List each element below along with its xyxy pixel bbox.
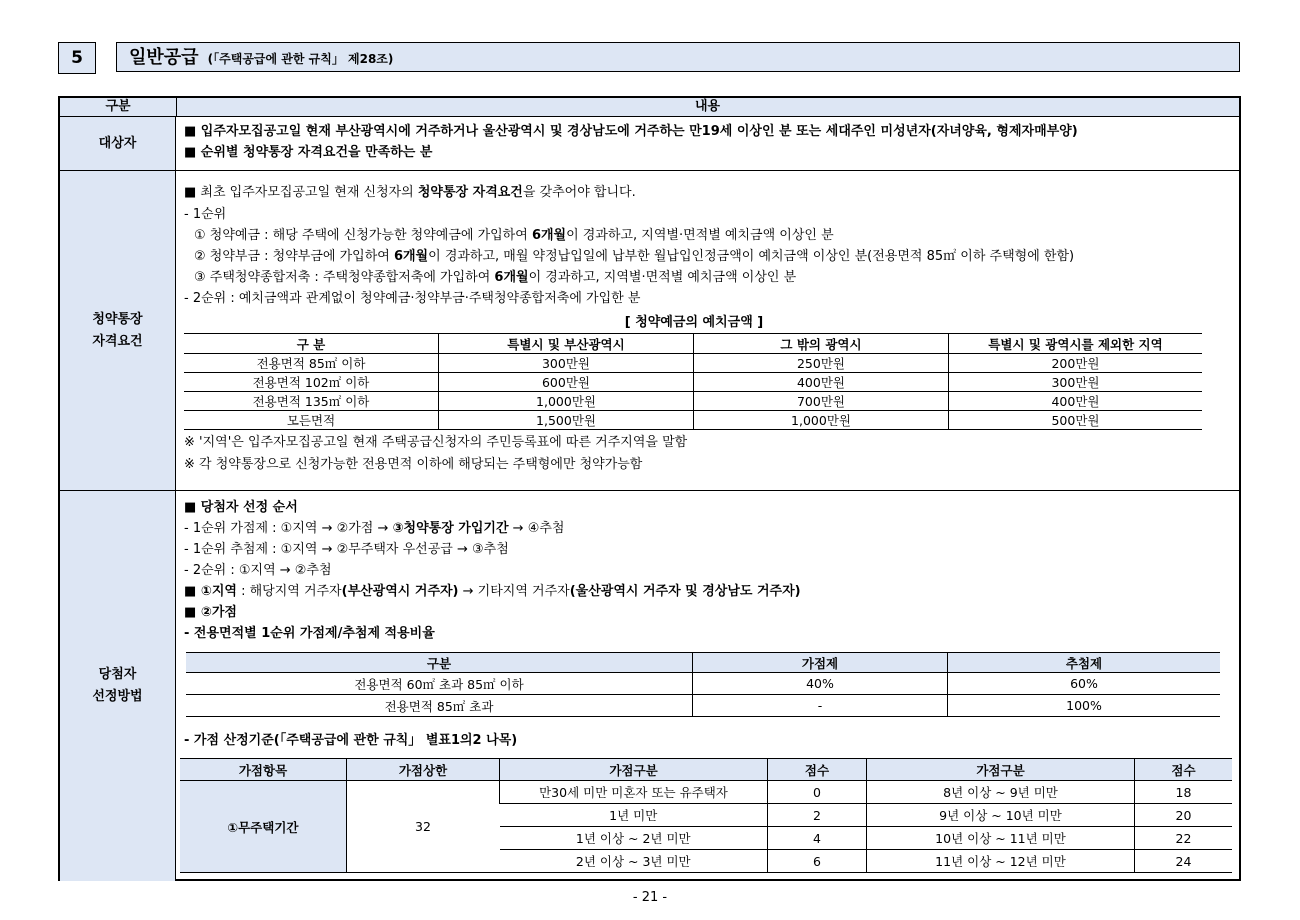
table-row xyxy=(180,759,1232,781)
table-cell: 300만원 xyxy=(949,373,1203,392)
deposit-table-title: [ 청약예금의 예치금액 ] xyxy=(624,315,764,330)
selection-order-2: - 1순위 추첨제 : ①지역 → ②무주택자 우선공급 → ③추첨 xyxy=(184,542,509,557)
deposit-th-4: 특별시 및 광역시를 제외한 지역 xyxy=(949,334,1203,354)
table-header xyxy=(60,98,1239,117)
page-number: - 21 - xyxy=(632,890,668,905)
section-number: 5 xyxy=(58,42,96,74)
table-cell: 4 xyxy=(768,827,867,850)
table-cell: 40% xyxy=(693,673,948,695)
table-cell: 모든면적 xyxy=(184,411,439,430)
selection-label-2: 선정방법 xyxy=(92,689,143,704)
ratio-th-1: 구분 xyxy=(186,653,693,673)
header-col-category: 구분 xyxy=(60,98,177,116)
selection-region: ■ ①지역 : 해당지역 거주자(부산광역시 거주자) → 기타지역 거주자(울산광역시 거주자 및 경상남도 거주자) xyxy=(184,584,801,599)
target-line-2: ■ 순위별 청약통장 자격요건을 만족하는 분 xyxy=(184,145,433,160)
row-divider xyxy=(60,170,1239,171)
qualification-label-1: 청약통장 xyxy=(92,311,143,327)
main-table xyxy=(58,96,1241,881)
table-cell: 2년 이상 ~ 3년 미만 xyxy=(500,850,768,873)
criteria-th-1: 가점항목 xyxy=(180,759,347,781)
table-row xyxy=(180,781,1232,804)
section-title-box xyxy=(116,42,1240,72)
criteria-th-6: 점수 xyxy=(1135,759,1233,781)
criteria-th-2: 가점상한 xyxy=(347,759,500,781)
rank1-item-2: ② 청약부금 : 청약부금에 가입하여 6개월이 경과하고, 매월 약정납입일에 납부한 월납입인정금액이 예치금액 이상인 분(전용면적 85㎡ 이하 주택형에 한함) xyxy=(194,249,1075,264)
table-cell: 400만원 xyxy=(694,373,949,392)
table-cell: 24 xyxy=(1135,850,1233,873)
target-line-1: ■ 입주자모집공고일 현재 부산광역시에 거주하거나 울산광역시 및 경상남도에 거주하는 만19세 이상인 분 또는 세대주인 미성년자(자녀양육, 형제자매부양) xyxy=(184,124,1078,139)
criteria-th-3: 가점구분 xyxy=(500,759,768,781)
section-subtitle: (「주택공급에 관한 규칙」 제28조) xyxy=(207,52,394,66)
table-row xyxy=(184,373,1202,392)
table-cell: 10년 이상 ~ 11년 미만 xyxy=(867,827,1135,850)
table-cell: 전용면적 85㎡ 이하 xyxy=(184,354,439,373)
table-cell: 60% xyxy=(948,673,1221,695)
table-cell: 300만원 xyxy=(439,354,694,373)
table-cell: - xyxy=(693,695,948,717)
table-cell: 0 xyxy=(768,781,867,804)
selection-order-3: - 2순위 : ①지역 → ②추첨 xyxy=(184,563,332,578)
selection-order-1: - 1순위 가점제 : ①지역 → ②가점 → ③청약통장 가입기간 → ④추첨 xyxy=(184,521,565,536)
table-cell: 전용면적 135㎡ 이하 xyxy=(184,392,439,411)
table-cell: 2 xyxy=(768,804,867,827)
criteria-table-title: - 가점 산정기준(「주택공급에 관한 규칙」 별표1의2 나목) xyxy=(184,733,518,748)
table-row xyxy=(184,392,1202,411)
table-cell: 20 xyxy=(1135,804,1233,827)
table-cell: 400만원 xyxy=(949,392,1203,411)
table-cell: 6 xyxy=(768,850,867,873)
table-cell: 200만원 xyxy=(949,354,1203,373)
table-cell: 9년 이상 ~ 10년 미만 xyxy=(867,804,1135,827)
target-label: 대상자 xyxy=(98,135,137,151)
table-cell: 1년 미만 xyxy=(500,804,768,827)
qualification-label-2: 자격요건 xyxy=(92,333,143,349)
row-label-selection xyxy=(60,491,176,881)
row-label-target xyxy=(60,117,176,170)
table-cell: 1,000만원 xyxy=(439,392,694,411)
criteria-max: 32 xyxy=(347,781,500,873)
table-cell: 600만원 xyxy=(439,373,694,392)
section-title: 일반공급 xyxy=(129,47,199,68)
table-row xyxy=(186,695,1220,717)
table-cell: 18 xyxy=(1135,781,1233,804)
ratio-table-title: - 전용면적별 1순위 가점제/추첨제 적용비율 xyxy=(184,626,435,641)
table-cell: 1년 이상 ~ 2년 미만 xyxy=(500,827,768,850)
criteria-th-4: 점수 xyxy=(768,759,867,781)
table-cell: 만30세 미만 미혼자 또는 유주택자 xyxy=(500,781,768,804)
selection-score-title: ■ ②가점 xyxy=(184,605,237,620)
criteria-table xyxy=(180,758,1232,873)
table-cell: 전용면적 85㎡ 초과 xyxy=(186,695,693,717)
selection-order-title: ■ 당첨자 선정 순서 xyxy=(184,500,298,515)
table-row xyxy=(186,673,1220,695)
table-cell: 250만원 xyxy=(694,354,949,373)
table-row xyxy=(184,334,1202,354)
table-cell: 11년 이상 ~ 12년 미만 xyxy=(867,850,1135,873)
table-cell: 22 xyxy=(1135,827,1233,850)
table-cell: 1,000만원 xyxy=(694,411,949,430)
criteria-th-5: 가점구분 xyxy=(867,759,1135,781)
rank1-item-3: ③ 주택청약종합저축 : 주택청약종합저축에 가입하여 6개월이 경과하고, 지역별·면적별 예치금액 이상인 분 xyxy=(194,270,797,285)
table-row xyxy=(184,411,1202,430)
rank2-line: - 2순위 : 예치금액과 관계없이 청약예금·청약부금·주택청약종합저축에 가입한 분 xyxy=(184,291,641,306)
qualification-intro: ■ 최초 입주자모집공고일 현재 신청자의 청약통장 자격요건을 갖추어야 합니다. xyxy=(184,185,636,200)
ratio-th-2: 가점제 xyxy=(693,653,948,673)
qualification-note-1: ※ '지역'은 입주자모집공고일 현재 주택공급신청자의 주민등록표에 따른 거주지역을 말함 xyxy=(184,435,688,450)
deposit-th-3: 그 밖의 광역시 xyxy=(694,334,949,354)
qualification-note-2: ※ 각 청약통장으로 신청가능한 전용면적 이하에 해당되는 주택형에만 청약가능함 xyxy=(184,457,643,472)
table-cell: 전용면적 60㎡ 초과 85㎡ 이하 xyxy=(186,673,693,695)
rank1-title: - 1순위 xyxy=(184,207,227,222)
header-col-content: 내용 xyxy=(694,99,721,114)
table-cell: 100% xyxy=(948,695,1221,717)
selection-label-1: 당첨자 xyxy=(98,667,137,682)
table-cell: 8년 이상 ~ 9년 미만 xyxy=(867,781,1135,804)
row-label-qualification xyxy=(60,171,176,490)
table-cell: 1,500만원 xyxy=(439,411,694,430)
criteria-item-label: ①무주택기간 xyxy=(180,781,347,873)
deposit-th-1: 구 분 xyxy=(184,334,439,354)
deposit-table xyxy=(184,333,1202,430)
table-row xyxy=(186,653,1220,673)
section-heading xyxy=(58,42,1242,74)
row-divider xyxy=(60,490,1239,491)
table-cell: 700만원 xyxy=(694,392,949,411)
table-row xyxy=(184,354,1202,373)
deposit-th-2: 특별시 및 부산광역시 xyxy=(439,334,694,354)
table-cell: 500만원 xyxy=(949,411,1203,430)
ratio-th-3: 추첨제 xyxy=(948,653,1221,673)
ratio-table xyxy=(186,652,1220,717)
table-cell: 전용면적 102㎡ 이하 xyxy=(184,373,439,392)
rank1-item-1: ① 청약예금 : 해당 주택에 신청가능한 청약예금에 가입하여 6개월이 경과하고, 지역별·면적별 예치금액 이상인 분 xyxy=(194,228,834,243)
